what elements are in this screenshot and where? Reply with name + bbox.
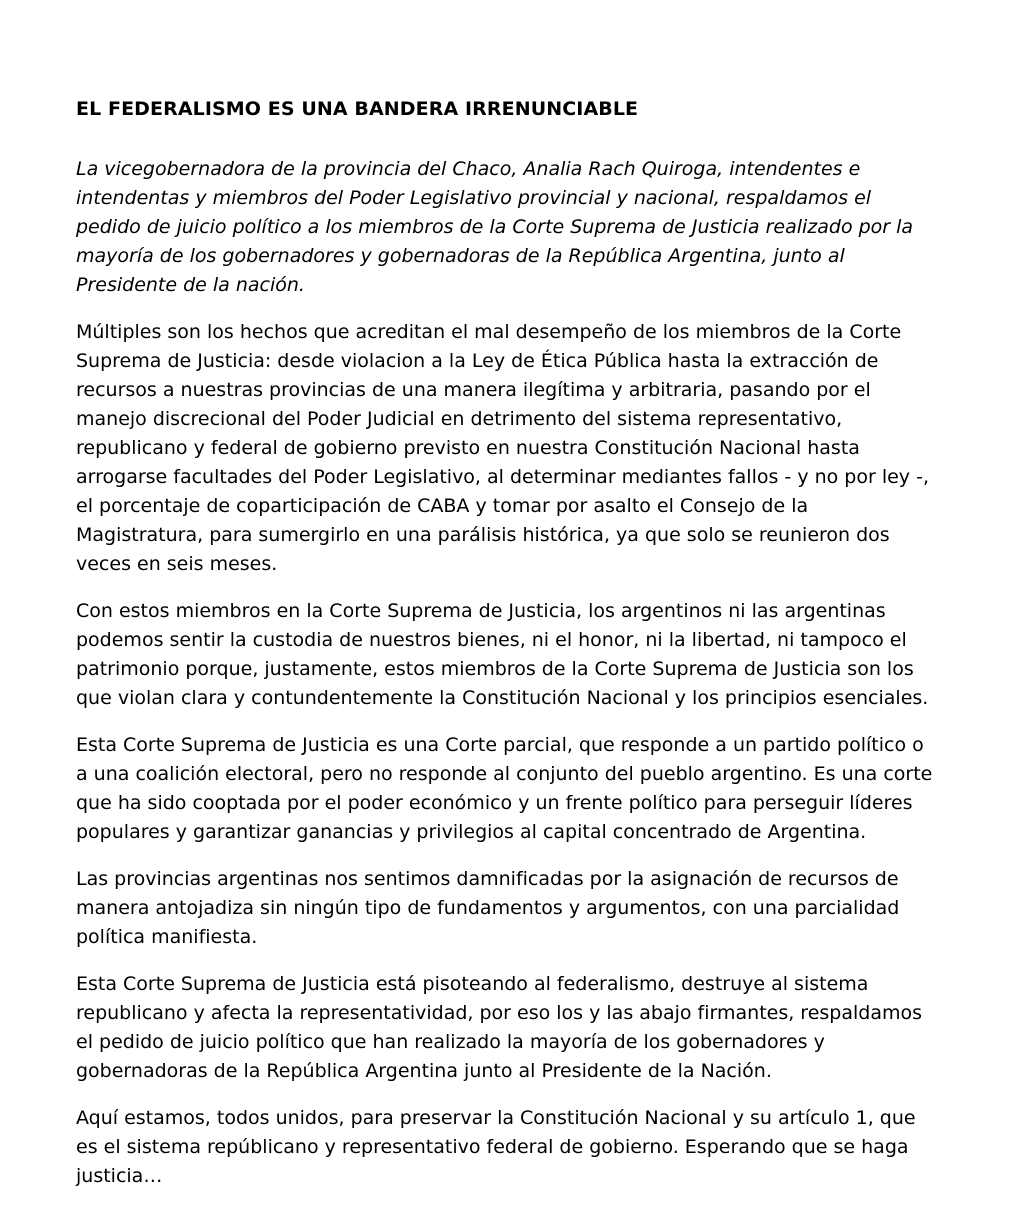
body-paragraph: Aquí estamos, todos unidos, para preservar la Constitución Nacional y su artículo 1, que es el sistema repúblicano y representativo federal de gobierno. Esperando que se haga justicia… bbox=[76, 1107, 916, 1187]
body-paragraph: Esta Corte Suprema de Justicia es una Corte parcial, que responde a un partido político o a una coalición electoral, pero no responde al conjunto del pueblo argentino. Es una corte que ha sido cooptada por el poder económico y un frente político para perseguir líderes populares y garantizar ganancias y privilegios al capital concentrado de Argentina. bbox=[76, 734, 933, 843]
document-body bbox=[76, 96, 940, 1191]
body-paragraph: Con estos miembros en la Corte Suprema de Justicia, los argentinos ni las argentinas podemos sentir la custodia de nuestros bienes, ni el honor, ni la libertad, ni tampoco el patrimonio porque, justamente, estos miembros de la Corte Suprema de Justicia son los que violan clara y contundentemente la Constitución Nacional y los principios esenciales. bbox=[76, 600, 929, 709]
page-title: EL FEDERALISMO ES UNA BANDERA IRRENUNCIABLE bbox=[76, 98, 639, 120]
body-paragraph: Las provincias argentinas nos sentimos damnificadas por la asignación de recursos de manera antojadiza sin ningún tipo de fundamentos y argumentos, con una parcialidad política manifiesta. bbox=[76, 868, 900, 948]
body-paragraph: Múltiples son los hechos que acreditan el mal desempeño de los miembros de la Corte Suprema de Justicia: desde violacion a la Ley de Ética Pública hasta la extracción de recursos a nuestras provincias de una manera ilegítima y arbitraria, pasando por el manejo discrecional del Poder Judicial en detrimento del sistema representativo, republicano y federal de gobierno previsto en nuestra Constitución Nacional hasta arrogarse facultades del Poder Legislativo, al determinar mediantes fallos - y no por ley -, el porcentaje de coparticipación de CABA y tomar por asalto el Consejo de la Magistratura, para sumergirlo en una parálisis histórica, ya que solo se reunieron dos veces en seis meses. bbox=[76, 321, 929, 575]
paragraph-list bbox=[76, 318, 940, 1191]
body-paragraph: Esta Corte Suprema de Justicia está pisoteando al federalismo, destruye al sistema republicano y afecta la representatividad, por eso los y las abajo firmantes, respaldamos el pedido de juicio político que han realizado la mayoría de los gobernadores y gobernadoras de la República Argentina junto al Presidente de la Nación. bbox=[76, 973, 923, 1082]
lead-paragraph: La vicegobernadora de la provincia del Chaco, Analia Rach Quiroga, intendentes e intendentas y miembros del Poder Legislativo provincial y nacional, respaldamos el pedido de juicio político a los miembros de la Corte Suprema de Justicia realizado por la mayoría de los gobernadores y gobernadoras de la República Argentina, junto al Presidente de la nación. bbox=[76, 158, 914, 296]
